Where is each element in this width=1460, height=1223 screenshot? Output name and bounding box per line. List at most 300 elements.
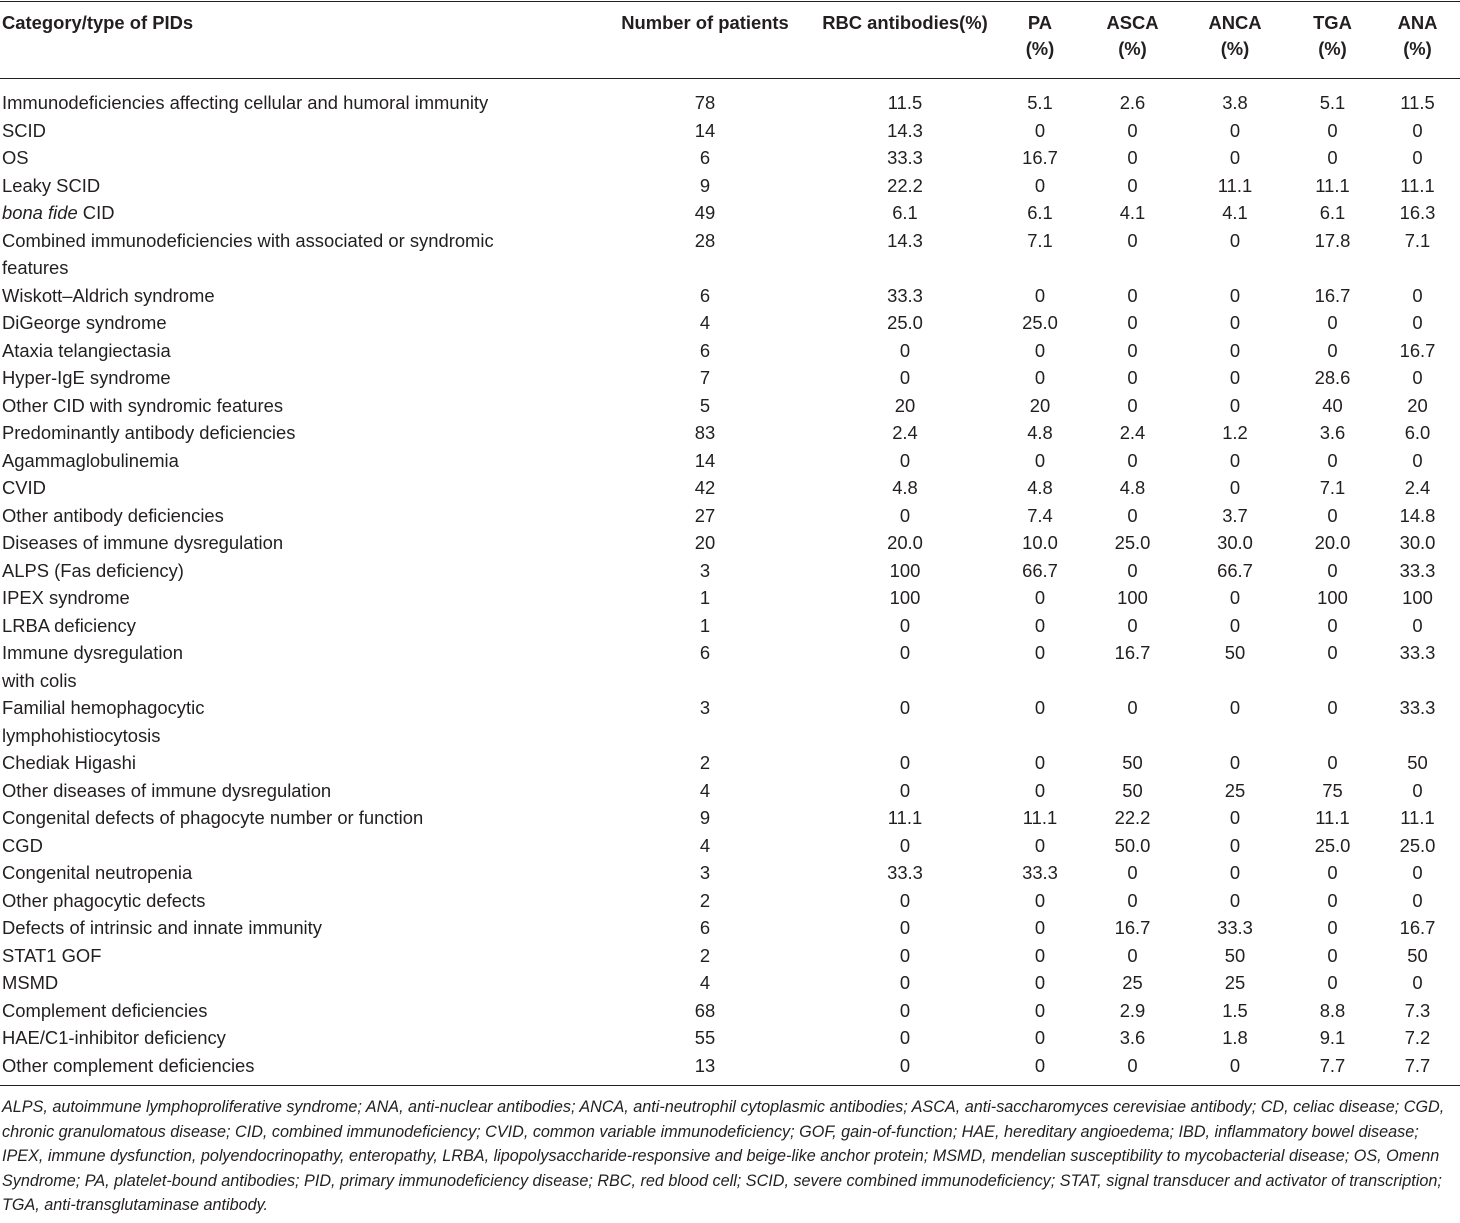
- column-header-line: (%): [1403, 38, 1432, 59]
- table-row: [0, 887, 1460, 915]
- value-cell: 16.7: [1399, 917, 1436, 938]
- value-cell: 20.0: [887, 532, 923, 553]
- category-cell: Immunodeficiencies affecting cellular and humoral immunity: [2, 92, 489, 113]
- value-cell: 0: [1034, 119, 1046, 141]
- header-row: [0, 10, 1460, 79]
- category-cell: ALPS (Fas deficiency): [2, 559, 184, 581]
- value-cell: 25.0: [1114, 532, 1151, 553]
- value-cell: 0: [1229, 697, 1241, 718]
- table-row: [0, 474, 1460, 502]
- value-cell: 7: [699, 367, 711, 388]
- value-cell: 0: [899, 889, 911, 911]
- value-cell: 0: [1327, 312, 1338, 333]
- value-cell: 14: [694, 449, 716, 471]
- value-cell: 11.1: [1315, 807, 1350, 828]
- value-cell: 10.0: [1022, 532, 1058, 553]
- value-cell: 0: [1229, 834, 1241, 856]
- value-cell: 3.6: [1319, 422, 1346, 443]
- value-cell: 0: [899, 779, 911, 801]
- value-cell: 0: [1127, 229, 1138, 251]
- value-cell: 33.3: [887, 284, 923, 306]
- table-row: [0, 447, 1460, 475]
- value-cell: 0: [1229, 587, 1241, 608]
- value-cell: 6: [699, 917, 711, 938]
- value-cell: 0: [1127, 119, 1138, 141]
- value-cell: 0: [1034, 614, 1046, 636]
- category-line: lymphohistiocytosis: [2, 724, 161, 746]
- column-header-line: TGA: [1313, 12, 1352, 33]
- value-cell: 50: [1407, 944, 1428, 966]
- value-cell: 8.8: [1319, 999, 1346, 1021]
- value-cell: 33.3: [1399, 642, 1436, 663]
- value-cell: 78: [694, 92, 716, 113]
- value-cell: 0: [1034, 917, 1046, 938]
- value-cell: 0: [1327, 917, 1338, 938]
- value-cell: 50.0: [1114, 834, 1151, 856]
- value-cell: 4.8: [892, 477, 918, 498]
- value-cell: 55: [694, 1027, 716, 1048]
- value-cell: 0: [1127, 312, 1138, 333]
- table-row: [0, 1052, 1460, 1080]
- value-cell: 28.6: [1314, 367, 1351, 388]
- value-cell: 20: [1407, 394, 1428, 416]
- value-cell: 4: [699, 312, 711, 333]
- value-cell: 0: [1412, 312, 1423, 333]
- value-cell: 0: [1034, 834, 1046, 856]
- table-row: [0, 749, 1460, 777]
- value-cell: 0: [899, 339, 911, 361]
- pid-autoantibody-table: [0, 10, 1460, 1079]
- value-cell: 0: [1127, 1054, 1138, 1076]
- table-row: [0, 557, 1460, 585]
- value-cell: 4.8: [1119, 477, 1146, 498]
- value-cell: 14.3: [887, 229, 923, 251]
- value-cell: 6: [699, 147, 711, 168]
- value-cell: 0: [1327, 944, 1338, 966]
- category-cell: Other complement deficiencies: [2, 1054, 255, 1076]
- table-row: [0, 639, 1460, 694]
- column-header-line: ANCA: [1208, 12, 1262, 33]
- value-cell: 0: [1127, 944, 1138, 966]
- value-cell: 0: [1327, 339, 1338, 361]
- value-cell: 50: [1122, 779, 1143, 801]
- value-cell: 4: [699, 972, 711, 993]
- table-row: [0, 584, 1460, 612]
- value-cell: 33.3: [1217, 917, 1253, 938]
- table-row: [0, 364, 1460, 392]
- value-cell: 3: [699, 697, 711, 718]
- value-cell: 30.0: [1217, 532, 1253, 553]
- value-cell: 0: [1412, 119, 1423, 141]
- value-cell: 100: [1402, 587, 1433, 608]
- column-header-line: ANA: [1397, 12, 1438, 33]
- value-cell: 0: [1229, 449, 1241, 471]
- category-cell: LRBA deficiency: [2, 614, 136, 636]
- category-cell: Complement deficiencies: [2, 999, 208, 1021]
- table-row: [0, 529, 1460, 557]
- value-cell: 0: [1229, 339, 1241, 361]
- value-cell: 0: [1034, 174, 1046, 196]
- category-line: Combined immunodeficiencies with associated or syndromic: [2, 229, 494, 251]
- value-cell: 25.0: [1022, 312, 1058, 333]
- column-header-line: RBC antibodies(%): [822, 12, 988, 33]
- value-cell: 3.8: [1222, 92, 1248, 113]
- column-header: [1375, 10, 1460, 79]
- value-cell: 16.7: [1114, 917, 1151, 938]
- value-cell: 42: [694, 477, 716, 498]
- value-cell: 17.8: [1314, 229, 1351, 251]
- category-cell: OS: [2, 147, 29, 168]
- value-cell: 9.1: [1319, 1027, 1346, 1048]
- value-cell: 20.0: [1314, 532, 1351, 553]
- value-cell: 13: [694, 1054, 716, 1076]
- value-cell: 3.6: [1119, 1027, 1146, 1048]
- value-cell: 4.1: [1119, 202, 1146, 223]
- value-cell: 0: [1034, 449, 1046, 471]
- value-cell: 2: [699, 752, 711, 773]
- value-cell: 0: [1034, 999, 1046, 1021]
- table-row: [0, 832, 1460, 860]
- table-row: [0, 144, 1460, 172]
- value-cell: 68: [694, 999, 716, 1021]
- value-cell: 22.2: [887, 174, 923, 196]
- category-cell: CGD: [2, 834, 43, 856]
- category-cell: [0, 694, 595, 749]
- column-header-line: Category/type of PIDs: [2, 12, 194, 33]
- table-header: [0, 10, 1460, 79]
- column-header-line: (%): [1318, 38, 1347, 59]
- value-cell: 49: [694, 202, 716, 223]
- value-cell: 0: [899, 972, 911, 993]
- value-cell: 0: [1034, 889, 1046, 911]
- table-row: [0, 419, 1460, 447]
- value-cell: 3.7: [1222, 504, 1248, 526]
- value-cell: 0: [1229, 147, 1241, 168]
- category-cell: Wiskott–Aldrich syndrome: [2, 284, 215, 306]
- value-cell: 25: [1224, 972, 1246, 993]
- category-cell: Other phagocytic defects: [2, 889, 206, 911]
- value-cell: 14.8: [1399, 504, 1436, 526]
- value-cell: 14: [694, 119, 716, 141]
- column-header: [1180, 10, 1290, 79]
- value-cell: 0: [1127, 697, 1138, 718]
- value-cell: 66.7: [1217, 559, 1253, 581]
- value-cell: 0: [899, 999, 911, 1021]
- category-cell: DiGeorge syndrome: [2, 312, 167, 333]
- value-cell: 0: [1229, 477, 1241, 498]
- table-row: [0, 117, 1460, 145]
- table-row: [0, 804, 1460, 832]
- table-row: [0, 227, 1460, 282]
- value-cell: 0: [1034, 339, 1046, 361]
- table-row: [0, 282, 1460, 310]
- column-header-line: (%): [1220, 38, 1250, 59]
- value-cell: 14.3: [887, 119, 923, 141]
- table-row: [0, 502, 1460, 530]
- value-cell: 0: [1127, 449, 1138, 471]
- value-cell: 0: [1229, 394, 1241, 416]
- value-cell: 2.9: [1119, 999, 1146, 1021]
- value-cell: 0: [1412, 972, 1423, 993]
- value-cell: 11.1: [1217, 174, 1253, 196]
- category-cell: Other diseases of immune dysregulation: [2, 779, 332, 801]
- value-cell: 0: [1327, 642, 1338, 663]
- value-cell: 2.4: [1404, 477, 1431, 498]
- value-cell: 66.7: [1022, 559, 1058, 581]
- value-cell: 0: [899, 367, 911, 388]
- value-cell: 5.1: [1027, 92, 1053, 113]
- value-cell: 22.2: [1114, 807, 1151, 828]
- value-cell: 0: [1034, 1027, 1046, 1048]
- value-cell: 50: [1407, 752, 1428, 773]
- value-cell: 100: [889, 559, 921, 581]
- table-row: [0, 392, 1460, 420]
- category-cell: [0, 227, 595, 282]
- value-cell: 33.3: [1022, 862, 1058, 883]
- value-cell: 50: [1224, 944, 1246, 966]
- category-line: features: [2, 257, 69, 278]
- value-cell: 0: [1412, 449, 1423, 471]
- value-cell: 1.5: [1222, 999, 1248, 1021]
- category-cell: [0, 639, 595, 694]
- value-cell: 4: [699, 834, 711, 856]
- value-cell: 0: [1127, 862, 1138, 883]
- value-cell: 0: [1229, 614, 1241, 636]
- table-row: [0, 777, 1460, 805]
- value-cell: 25: [1122, 972, 1143, 993]
- table-row: [0, 969, 1460, 997]
- category-cell: MSMD: [2, 972, 59, 993]
- value-cell: 33.3: [887, 147, 923, 168]
- category-cell: Hyper-IgE syndrome: [2, 367, 171, 388]
- value-cell: 11.1: [1400, 807, 1435, 828]
- value-cell: 0: [1327, 972, 1338, 993]
- category-cell: [0, 199, 595, 227]
- value-cell: 0: [1034, 587, 1046, 608]
- value-cell: 16.7: [1022, 147, 1058, 168]
- value-cell: 0: [1127, 174, 1138, 196]
- value-cell: 0: [1127, 147, 1138, 168]
- category-cell: Agammaglobulinemia: [2, 449, 179, 471]
- category-cell: HAE/C1-inhibitor deficiency: [2, 1027, 226, 1048]
- value-cell: 0: [1229, 284, 1241, 306]
- category-line: Immune dysregulation: [2, 642, 183, 663]
- value-cell: 9: [699, 807, 711, 828]
- column-header-line: (%): [1025, 38, 1055, 59]
- value-cell: 7.1: [1027, 229, 1053, 251]
- value-cell: 0: [1327, 889, 1338, 911]
- value-cell: 0: [1327, 614, 1338, 636]
- category-cell: Leaky SCID: [2, 174, 101, 196]
- category-cell: Predominantly antibody deficiencies: [2, 422, 296, 443]
- value-cell: 0: [899, 697, 911, 718]
- value-cell: 0: [1229, 119, 1241, 141]
- value-cell: 100: [1117, 587, 1148, 608]
- value-cell: 2.4: [1119, 422, 1146, 443]
- value-cell: 27: [694, 504, 716, 526]
- value-cell: 1.2: [1222, 422, 1248, 443]
- value-cell: 0: [899, 614, 911, 636]
- value-cell: 20: [694, 532, 716, 553]
- value-cell: 0: [899, 917, 911, 938]
- value-cell: 3: [699, 559, 711, 581]
- value-cell: 0: [1327, 862, 1338, 883]
- column-header: [815, 10, 995, 79]
- table-row: [0, 199, 1460, 227]
- value-cell: 0: [1127, 284, 1138, 306]
- value-cell: 83: [694, 422, 716, 443]
- value-cell: 0: [1412, 889, 1423, 911]
- category-line: with colis: [2, 669, 77, 691]
- value-cell: 0: [1034, 367, 1046, 388]
- value-cell: 6: [699, 284, 711, 306]
- value-cell: 0: [1412, 147, 1423, 168]
- category-cell: STAT1 GOF: [2, 944, 102, 966]
- table-row: [0, 79, 1460, 117]
- value-cell: 6.1: [1319, 202, 1346, 223]
- value-cell: 16.7: [1114, 642, 1151, 663]
- column-header-line: PA: [1027, 12, 1053, 33]
- value-cell: 0: [1034, 972, 1046, 993]
- table-body: [0, 79, 1460, 1079]
- table-row: [0, 1024, 1460, 1052]
- value-cell: 20: [894, 394, 916, 416]
- value-cell: 0: [1412, 367, 1423, 388]
- table-row: [0, 914, 1460, 942]
- top-rule: [0, 1, 1460, 2]
- value-cell: 6.1: [1027, 202, 1053, 223]
- value-cell: 0: [1327, 449, 1338, 471]
- value-cell: 33.3: [887, 862, 923, 883]
- value-cell: 2.6: [1119, 92, 1146, 113]
- value-cell: 3: [699, 862, 711, 883]
- value-cell: 7.7: [1404, 1054, 1431, 1076]
- value-cell: 0: [1127, 504, 1138, 526]
- value-cell: 75: [1322, 779, 1343, 801]
- value-cell: 0: [1327, 697, 1338, 718]
- value-cell: 0: [1229, 1054, 1241, 1076]
- value-cell: 0: [1034, 752, 1046, 773]
- bottom-rule: [0, 1085, 1460, 1086]
- value-cell: 0: [1034, 642, 1046, 663]
- value-cell: 0: [1412, 779, 1423, 801]
- value-cell: 30.0: [1399, 532, 1436, 553]
- value-cell: 0: [1327, 559, 1338, 581]
- column-header-line: ASCA: [1106, 12, 1159, 33]
- value-cell: 2: [699, 889, 711, 911]
- table-row: [0, 337, 1460, 365]
- category-cell: Other antibody deficiencies: [2, 504, 224, 526]
- value-cell: 1: [699, 614, 711, 636]
- column-header: [1085, 10, 1180, 79]
- value-cell: 0: [1127, 614, 1138, 636]
- value-cell: 25.0: [1314, 834, 1351, 856]
- value-cell: 0: [1034, 944, 1046, 966]
- column-header: [1290, 10, 1375, 79]
- value-cell: 16.7: [1399, 339, 1436, 361]
- value-cell: 0: [1034, 1054, 1046, 1076]
- value-cell: 16.7: [1314, 284, 1351, 306]
- value-cell: 7.1: [1319, 477, 1346, 498]
- value-cell: 2: [699, 944, 711, 966]
- value-cell: 40: [1322, 394, 1343, 416]
- value-cell: 0: [1034, 779, 1046, 801]
- value-cell: 9: [699, 174, 711, 196]
- value-cell: 11.5: [887, 92, 923, 113]
- value-cell: 7.4: [1027, 504, 1053, 526]
- value-cell: 20: [1029, 394, 1051, 416]
- value-cell: 0: [1327, 119, 1338, 141]
- value-cell: 5.1: [1319, 92, 1346, 113]
- value-cell: 0: [1127, 889, 1138, 911]
- value-cell: 0: [1229, 752, 1241, 773]
- value-cell: 7.3: [1404, 999, 1431, 1021]
- value-cell: 16.3: [1399, 202, 1436, 223]
- value-cell: 0: [1127, 559, 1138, 581]
- column-header: [995, 10, 1085, 79]
- value-cell: 4: [699, 779, 711, 801]
- table-row: [0, 997, 1460, 1025]
- category-cell: SCID: [2, 119, 46, 141]
- value-cell: 25.0: [887, 312, 923, 333]
- value-cell: 11.5: [1400, 92, 1435, 113]
- value-cell: 0: [1229, 312, 1241, 333]
- value-cell: 1.8: [1222, 1027, 1248, 1048]
- table-row: [0, 942, 1460, 970]
- value-cell: 0: [1127, 394, 1138, 416]
- column-header-line: (%): [1118, 38, 1147, 59]
- column-header: [0, 10, 595, 79]
- value-cell: 0: [1229, 229, 1241, 251]
- value-cell: 11.1: [1400, 174, 1435, 196]
- value-cell: 25.0: [1399, 834, 1436, 856]
- value-cell: 0: [1229, 807, 1241, 828]
- value-cell: 4.8: [1027, 477, 1053, 498]
- value-cell: 100: [889, 587, 921, 608]
- value-cell: 0: [1034, 284, 1046, 306]
- value-cell: 11.1: [887, 807, 923, 828]
- column-header: [595, 10, 815, 79]
- category-cell: Defects of intrinsic and innate immunity: [2, 917, 322, 938]
- category-cell: Chediak Higashi: [2, 752, 136, 773]
- category-cell: Ataxia telangiectasia: [2, 339, 171, 361]
- value-cell: 0: [899, 752, 911, 773]
- value-cell: 0: [899, 1027, 911, 1048]
- value-cell: 0: [1412, 862, 1423, 883]
- category-cell: Diseases of immune dysregulation: [2, 532, 284, 553]
- value-cell: 0: [1412, 614, 1423, 636]
- value-cell: 0: [1327, 147, 1338, 168]
- value-cell: 1: [699, 587, 711, 608]
- value-cell: 0: [1127, 339, 1138, 361]
- table-row: [0, 172, 1460, 200]
- category-cell: Congenital neutropenia: [2, 862, 193, 883]
- value-cell: 7.1: [1404, 229, 1431, 251]
- column-header-line: Number of patients: [621, 12, 789, 33]
- table-row: [0, 859, 1460, 887]
- value-cell: 50: [1224, 642, 1246, 663]
- category-cell: Congenital defects of phagocyte number or function: [2, 807, 424, 828]
- value-cell: 33.3: [1399, 697, 1436, 718]
- value-cell: 6.1: [892, 202, 918, 223]
- value-cell: 0: [1034, 697, 1046, 718]
- value-cell: 4.1: [1222, 202, 1248, 223]
- value-cell: 0: [1412, 284, 1423, 306]
- table-footnote: ALPS, autoimmune lymphoproliferative syndrome; ANA, anti-nuclear antibodies; ANCA, anti-neutrophil cytoplasmic antibodies; ASCA, anti-saccharomyces cerevisiae antibody; CD, celiac disease; CGD, chronic granulomatous disease; CID, combined immunodeficiency; CVID, common variable immunodeficiency; GOF, gain-of-function; HAE, hereditary angioedema; IBD, inflammatory bowel disease; IPEX, immune dysfunction, polyendocrinopathy, enteropathy, LRBA, lipopolysaccharide-responsive and beige-like anchor protein; MSMD, mendelian susceptibility to mycobacterial disease; OS, Omenn Syndrome; PA, platelet-bound antibodies; PID, primary immunodeficiency disease; RBC, red blood cell; SCID, severe combined immunodeficiency; STAT, signal transducer and activator of transcription; TGA, anti-transglutaminase antibody.: [2, 1098, 1445, 1214]
- category-italic-part: bona fide: [2, 202, 78, 223]
- value-cell: 28: [694, 229, 716, 251]
- value-cell: 0: [899, 944, 911, 966]
